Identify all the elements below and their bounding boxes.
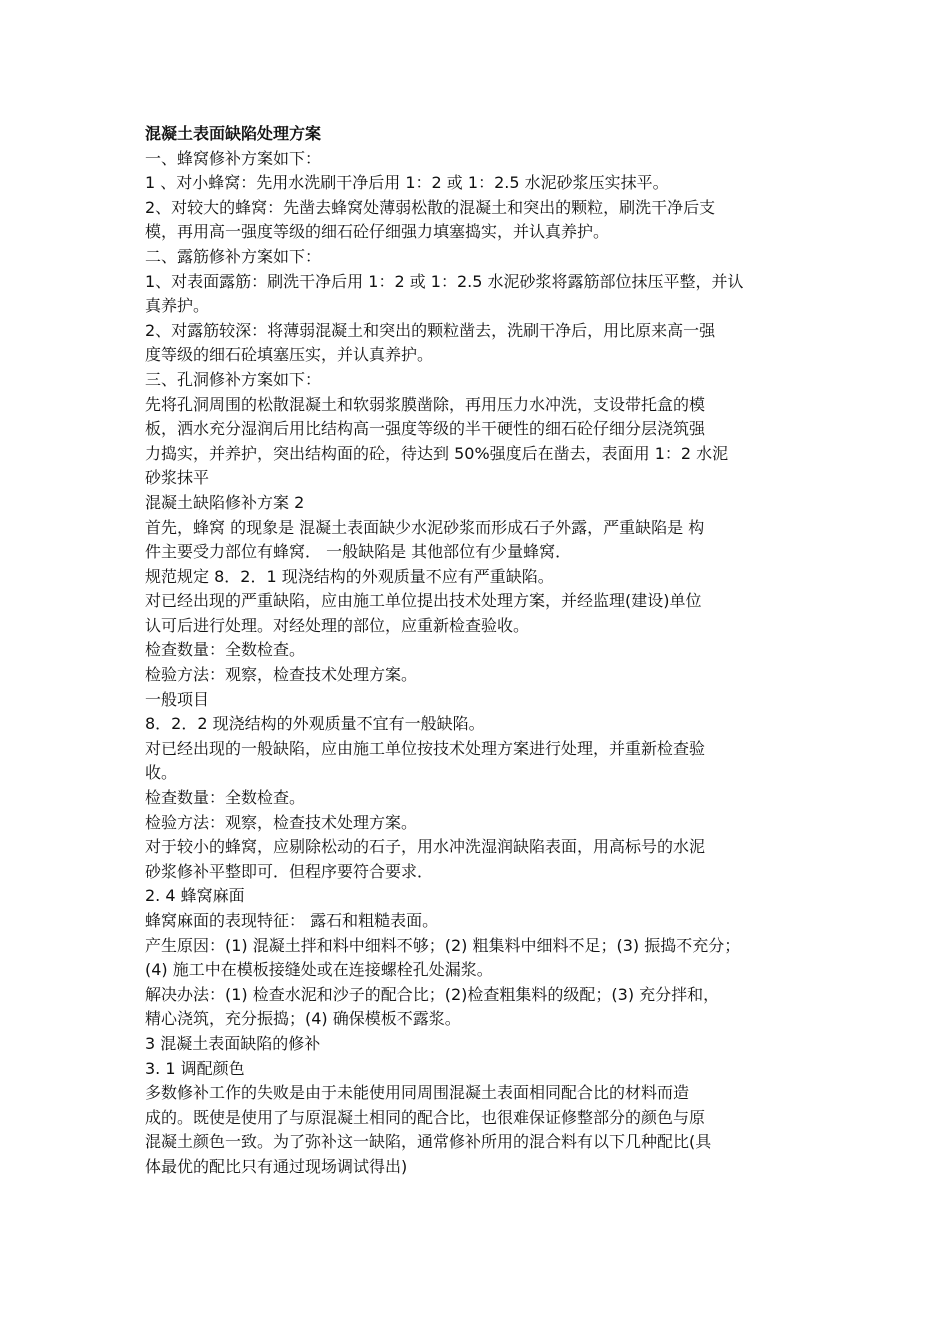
text-line: 蜂窝麻面的表现特征： 露石和粗糙表面。	[145, 911, 439, 930]
text-line: 首先，蜂窝 的现象是 混凝土表面缺少水泥砂浆而形成石子外露，严重缺陷是 构	[145, 517, 705, 537]
text-line: 板，洒水充分湿润后用比结构高一强度等级的半干硬性的细石砼仔细分层浇筑强	[145, 419, 706, 439]
text-line: 3 混凝土表面缺陷的修补	[145, 1033, 321, 1053]
text-line: 解决办法：(1) 检查水泥和沙子的配合比；(2)检查粗集料的级配；(3) 充分拌和，	[145, 984, 720, 1004]
document-body	[145, 122, 823, 1180]
text-line: 模，再用高一强度等级的细石砼仔细强力填塞捣实，并认真养护。	[145, 222, 610, 242]
text-line: 先将孔洞周围的松散混凝土和软弱浆膜凿除，再用压力水冲洗，支设带托盒的模	[145, 394, 706, 414]
text-line: 2. 4 蜂窝麻面	[145, 886, 245, 906]
text-line: 精心浇筑，充分振捣；(4) 确保模板不露浆。	[145, 1009, 461, 1029]
text-line: 2、对较大的蜂窝：先凿去蜂窝处薄弱松散的混凝土和突出的颗粒，刷洗干净后支	[145, 197, 716, 217]
text-line: 1、对表面露筋：刷洗干净后用 1：2 或 1：2.5 水泥砂浆将露筋部位抹压平整，并认	[145, 271, 744, 291]
text-line: 混凝土缺陷修补方案 2	[145, 492, 305, 512]
text-line: 成的。既使是使用了与原混凝土相同的配合比，也很难保证修整部分的颜色与原	[145, 1107, 706, 1127]
text-line: 力捣实，并养护，突出结构面的砼，待达到 50%强度后在凿去，表面用 1：2 水泥	[145, 443, 729, 463]
text-line: 件主要受力部位有蜂窝． 一般缺陷是 其他部位有少量蜂窝．	[145, 542, 572, 562]
text-line: 混凝土颜色一致。为了弥补这一缺陷，通常修补所用的混合料有以下几种配比(具	[145, 1132, 712, 1152]
text-line: 收。	[145, 763, 178, 783]
text-line: 规范规定 8．2．1 现浇结构的外观质量不应有严重缺陷。	[145, 566, 554, 586]
text-line: 三、孔洞修补方案如下：	[145, 369, 322, 389]
document-title: 混凝土表面缺陷处理方案	[145, 124, 322, 143]
text-line: 1 、对小蜂窝：先用水洗刷干净后用 1：2 或 1：2.5 水泥砂浆压实抹平。	[145, 173, 669, 193]
text-line: 度等级的细石砼填塞压实，并认真养护。	[145, 345, 434, 365]
text-line: 产生原因：(1) 混凝土拌和料中细料不够；(2) 粗集料中细料不足；(3) 振捣不充分；	[145, 935, 741, 955]
text-line: 砂浆抹平	[145, 468, 210, 488]
text-line: 多数修补工作的失败是由于未能使用同周围混凝土表面相同配合比的材料而造	[145, 1083, 690, 1103]
text-line: 8．2．2 现浇结构的外观质量不宜有一般缺陷。	[145, 714, 485, 734]
text-line: 2、对露筋较深：将薄弱混凝土和突出的颗粒凿去，洗刷干净后，用比原来高一强	[145, 320, 716, 340]
text-line: 检查数量：全数检查。	[145, 788, 306, 808]
text-line: 体最优的配比只有通过现场调试得出)	[145, 1156, 408, 1176]
text-line: 检查数量：全数检查。	[145, 640, 306, 660]
text-line: 对于较小的蜂窝，应剔除松动的石子，用水冲洗湿润缺陷表面，用高标号的水泥	[145, 837, 706, 857]
text-line: 砂浆修补平整即可．但程序要符合要求．	[145, 861, 434, 881]
text-line: 检验方法：观察，检查技术处理方案。	[145, 665, 418, 685]
text-line: (4) 施工中在模板接缝处或在连接螺栓孔处漏浆。	[145, 960, 493, 980]
text-line: 3. 1 调配颜色	[145, 1058, 245, 1078]
text-line: 二、露筋修补方案如下：	[145, 246, 322, 266]
document-lines	[145, 147, 823, 1180]
text-line: 真养护。	[145, 296, 210, 316]
text-line: 一般项目	[145, 689, 210, 709]
text-line: 对已经出现的一般缺陷，应由施工单位按技术处理方案进行处理，并重新检查验	[145, 738, 706, 758]
text-line: 认可后进行处理。对经处理的部位，应重新检查验收。	[145, 615, 530, 635]
text-line: 检验方法：观察，检查技术处理方案。	[145, 812, 418, 832]
text-line: 对已经出现的严重缺陷，应由施工单位提出技术处理方案，并经监理(建设)单位	[145, 591, 702, 611]
text-line: 一、蜂窝修补方案如下：	[145, 148, 322, 168]
